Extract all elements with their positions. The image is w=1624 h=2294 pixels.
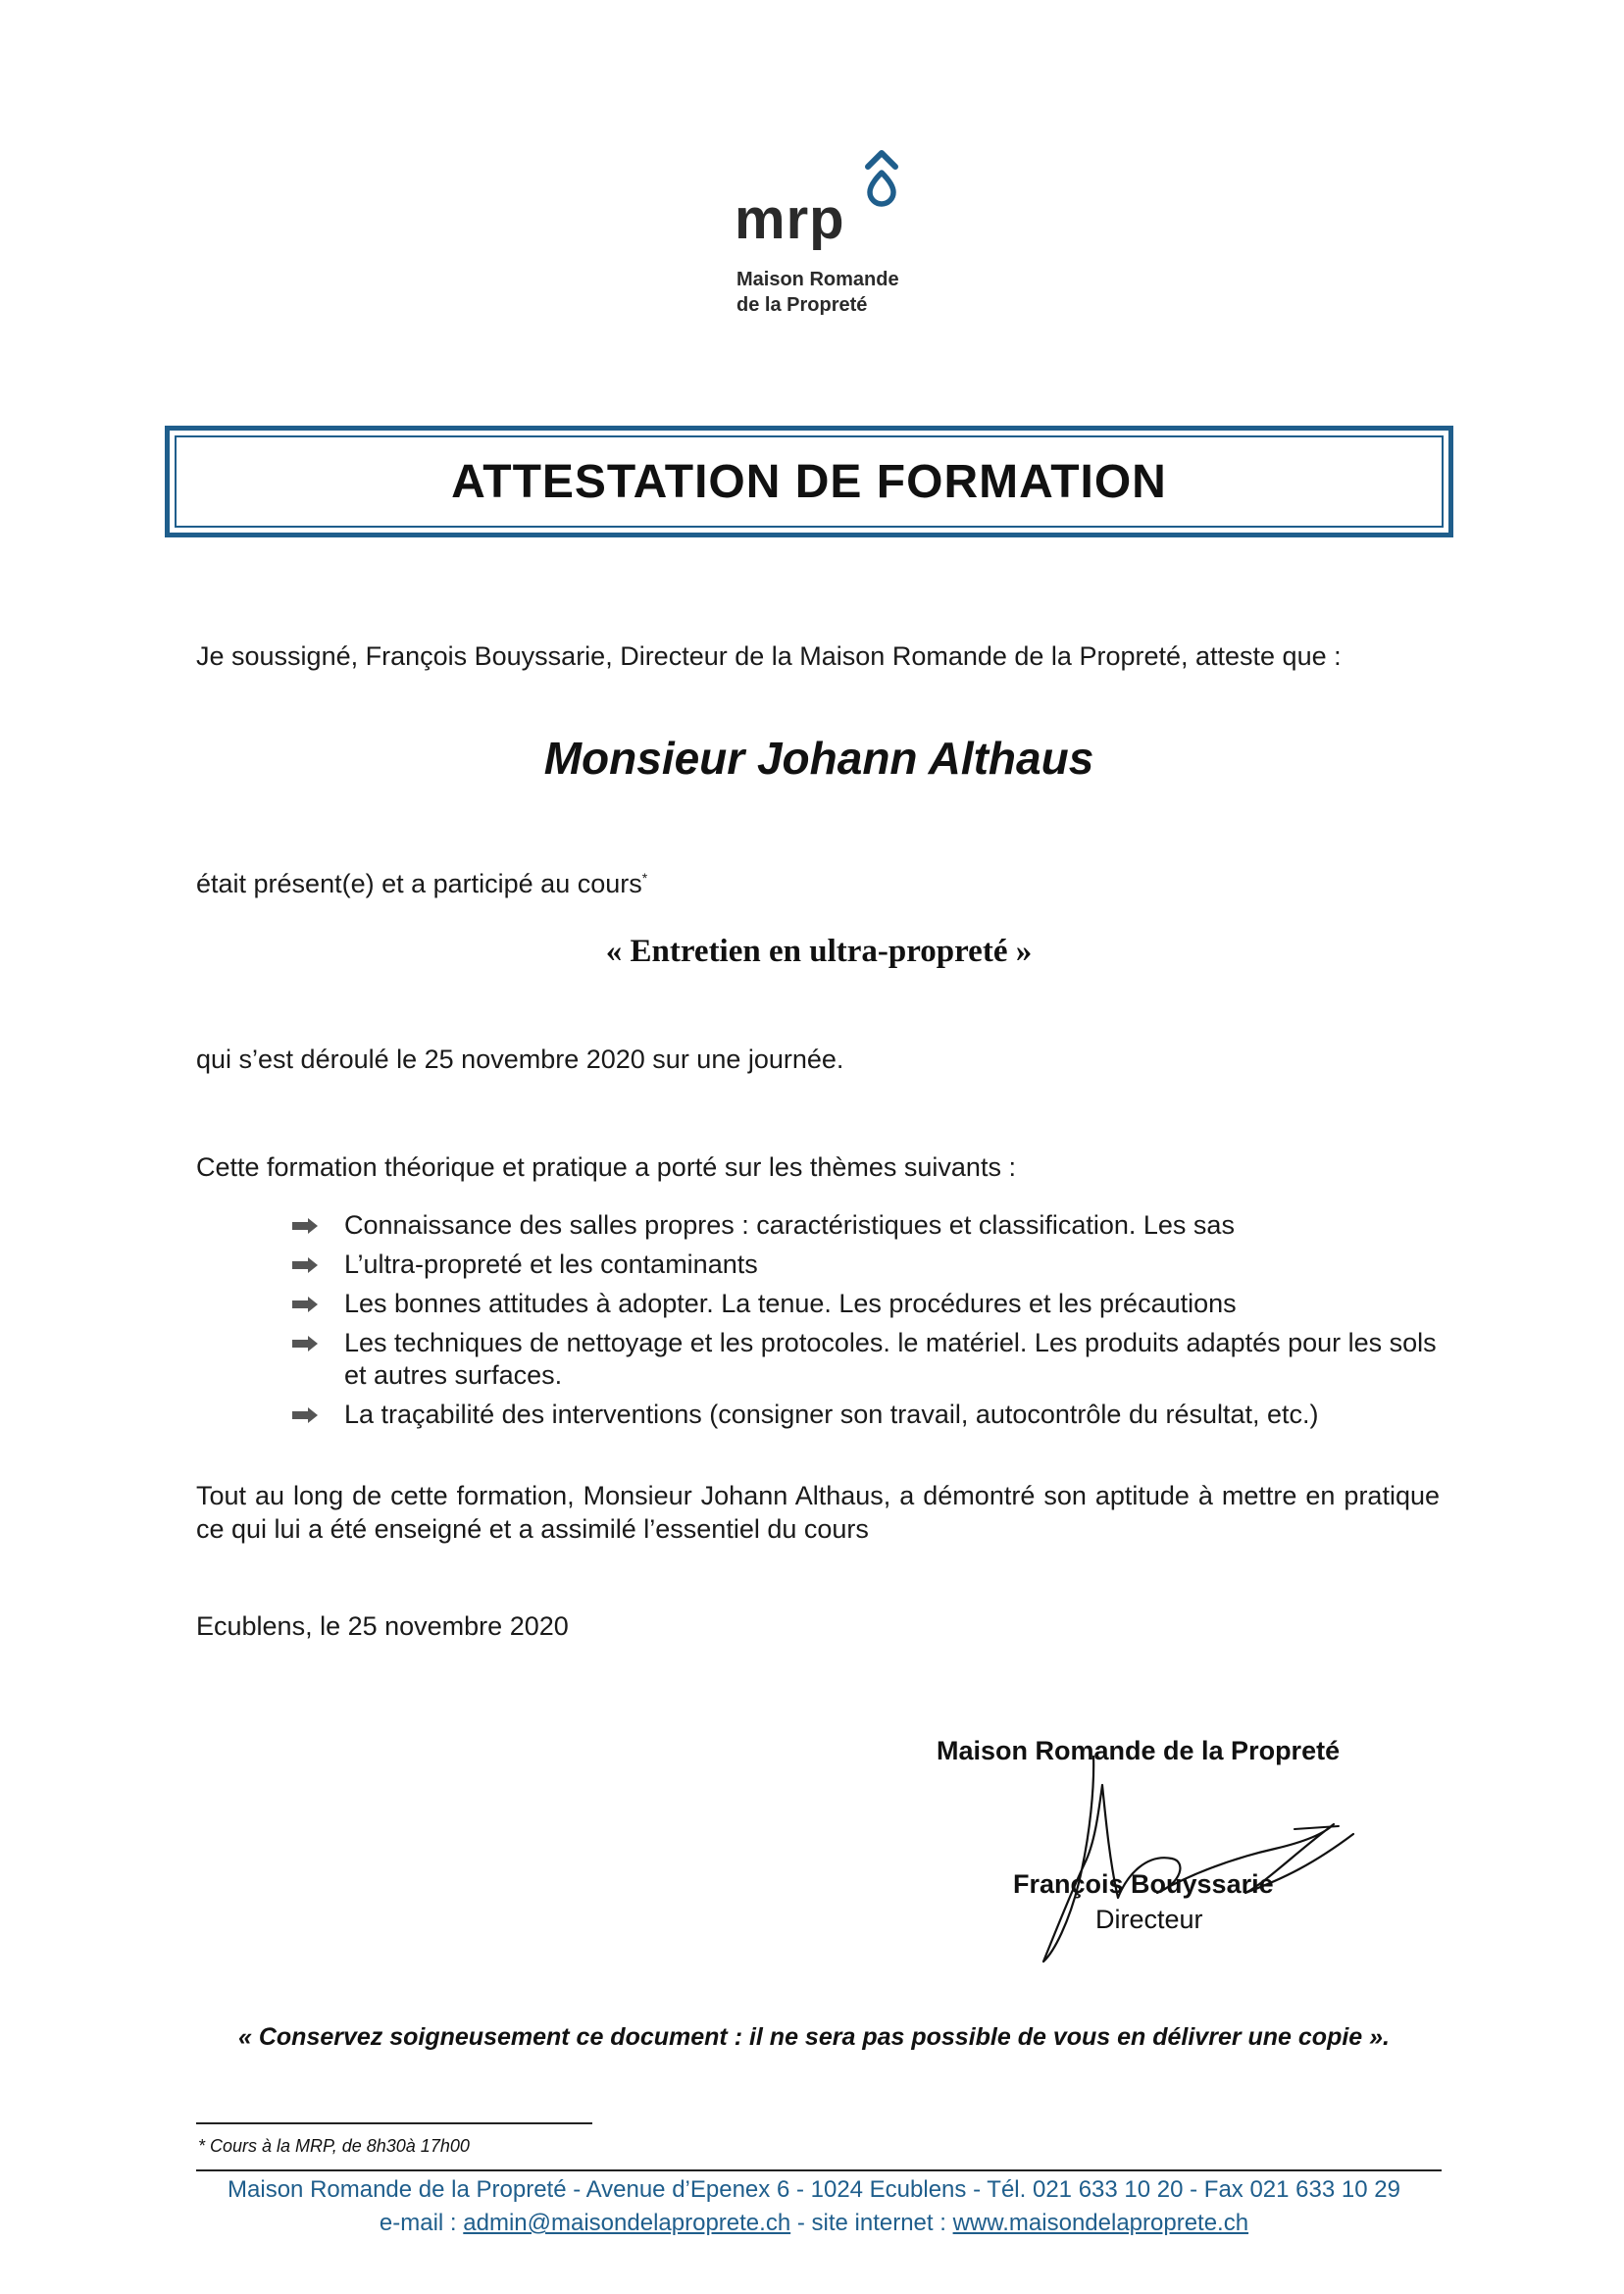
course-date-statement: qui s’est déroulé le 25 novembre 2020 sur une journée. [196, 1045, 844, 1074]
list-item [290, 1327, 1457, 1392]
logo-subtitle [736, 267, 899, 318]
conclusion-paragraph: Tout au long de cette formation, Monsieur Johann Althaus, a démontré son aptitude à mettre en pratique ce qui lui a été enseigné et a assimilé l’essentiel du cours [196, 1481, 1440, 1544]
list-item [290, 1288, 1457, 1320]
attendance-text: était présent(e) et a participé au cours [196, 869, 642, 898]
title-frame-inner [175, 435, 1444, 528]
logo-subtitle-line2: de la Propreté [736, 294, 868, 316]
attendance-statement [196, 861, 647, 900]
pointing-arrow-icon [290, 1295, 320, 1314]
document-title: ATTESTATION DE FORMATION [451, 455, 1167, 508]
footnote-marker: * [641, 870, 648, 886]
email-link[interactable]: admin@maisondelaproprete.ch [463, 2210, 791, 2236]
footnote: * Cours à la MRP, de 8h30à 17h00 [198, 2136, 470, 2156]
themes-list [290, 1209, 1457, 1438]
footer-address: Maison Romande de la Propreté - Avenue d’Epenex 6 - 1024 Ecublens - Tél. 021 633 10 20 - Fax 021 633 10 29 [228, 2176, 1400, 2203]
email-label: e-mail : [379, 2210, 464, 2236]
list-item [290, 1249, 1457, 1281]
title-frame [165, 426, 1453, 537]
course-title: « Entretien en ultra-propreté » [605, 934, 1033, 969]
footnote-divider [196, 2122, 592, 2124]
signature-organization: Maison Romande de la Propreté [937, 1736, 1341, 1765]
theme-text: Les techniques de nettoyage et les protocoles. le matériel. Les produits adaptés pour les sols et autres surfaces. [344, 1328, 1437, 1390]
footer [167, 2173, 1461, 2240]
theme-text: La traçabilité des interventions (consigner son travail, autocontrôle du résultat, etc.) [344, 1400, 1319, 1429]
signatory-name: François Bouyssarie [1013, 1869, 1274, 1899]
handwritten-signature [1000, 1756, 1373, 1971]
signatory-role: Directeur [1095, 1905, 1203, 1934]
conservation-notice: « Conservez soigneusement ce document : il ne sera pas possible de vous en délivrer une copie ». [238, 2023, 1390, 2051]
pointing-arrow-icon [290, 1334, 320, 1353]
website-link[interactable]: www.maisondelaproprete.ch [952, 2210, 1249, 2236]
list-item [290, 1399, 1457, 1431]
mrp-logo [731, 147, 966, 324]
logo-mark-icon [858, 147, 905, 208]
intro-statement: Je soussigné, François Bouyssarie, Directeur de la Maison Romande de la Propreté, atteste que : [196, 641, 1342, 671]
footer-contact [167, 2207, 1461, 2240]
theme-text: L’ultra-propreté et les contaminants [344, 1249, 758, 1279]
theme-text: Les bonnes attitudes à adopter. La tenue. Les procédures et les précautions [344, 1289, 1237, 1318]
site-label: - site internet : [790, 2210, 953, 2236]
themes-intro: Cette formation théorique et pratique a porté sur les thèmes suivants : [196, 1152, 1016, 1182]
pointing-arrow-icon [290, 1216, 320, 1236]
logo-wordmark: mrp [735, 187, 845, 251]
recipient-name: Monsieur Johann Althaus [543, 733, 1094, 784]
footer-divider [196, 2169, 1442, 2171]
list-item [290, 1209, 1457, 1242]
theme-text: Connaissance des salles propres : caractéristiques et classification. Les sas [344, 1210, 1235, 1240]
pointing-arrow-icon [290, 1255, 320, 1275]
logo-subtitle-line1: Maison Romande [736, 269, 899, 290]
place-and-date: Ecublens, le 25 novembre 2020 [196, 1611, 569, 1641]
pointing-arrow-icon [290, 1405, 320, 1425]
